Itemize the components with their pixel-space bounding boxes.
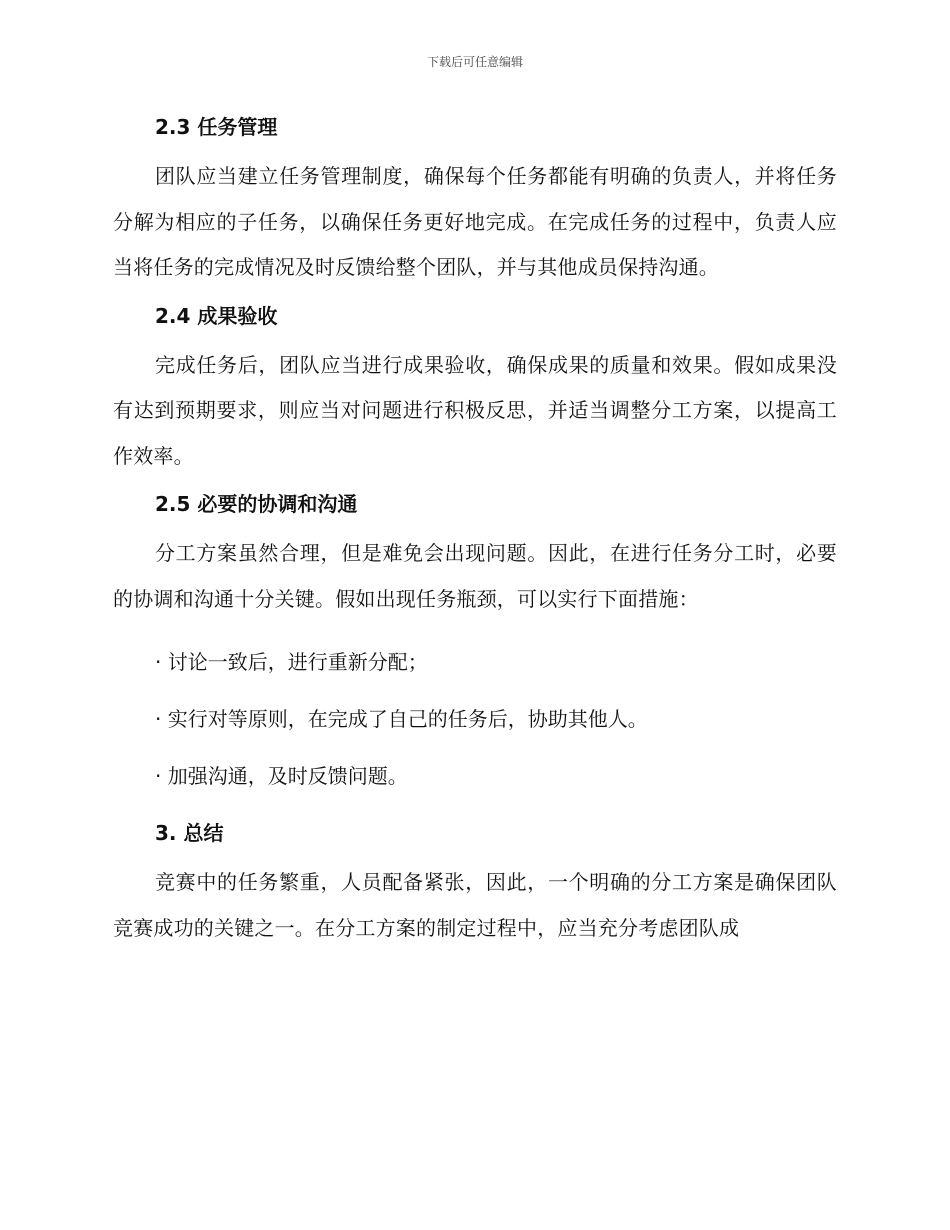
section-paragraph: 竞赛中的任务繁重，人员配备紧张，因此，一个明确的分工方案是确保团队竞赛成功的关键之一。在分工方案的制定过程中，应当充分考虑团队成: [113, 870, 837, 940]
document-body: [113, 110, 837, 951]
section-heading: 2.4 成果验收: [155, 303, 278, 328]
section-paragraph: 分工方案虽然合理，但是难免会出现问题。因此，在进行任务分工时，必要的协调和沟通十分关键。假如出现任务瓶颈，可以实行下面措施：: [113, 541, 837, 611]
section-paragraph: 完成任务后，团队应当进行成果验收，确保成果的质量和效果。假如成果没有达到预期要求，则应当对问题进行积极反思，并适当调整分工方案，以提高工作效率。: [113, 352, 837, 468]
page-header: 下载后可任意编辑: [426, 55, 523, 69]
section-heading: 2.5 必要的协调和沟通: [155, 492, 358, 516]
section-heading: 3. 总结: [155, 821, 224, 845]
list-item: · 加强沟通，及时反馈问题。: [155, 764, 408, 788]
list-item: · 实行对等原则，在完成了自己的任务后，协助其他人。: [155, 707, 648, 731]
section-heading: 2.3 任务管理: [155, 115, 278, 139]
section-paragraph: 团队应当建立任务管理制度，确保每个任务都能有明确的负责人，并将任务分解为相应的子任务，以确保任务更好地完成。在完成任务的过程中，负责人应当将任务的完成情况及时反馈给整个团队，并与其他成员保持沟通。: [113, 164, 837, 279]
list-item: · 讨论一致后，进行重新分配；: [155, 650, 428, 674]
